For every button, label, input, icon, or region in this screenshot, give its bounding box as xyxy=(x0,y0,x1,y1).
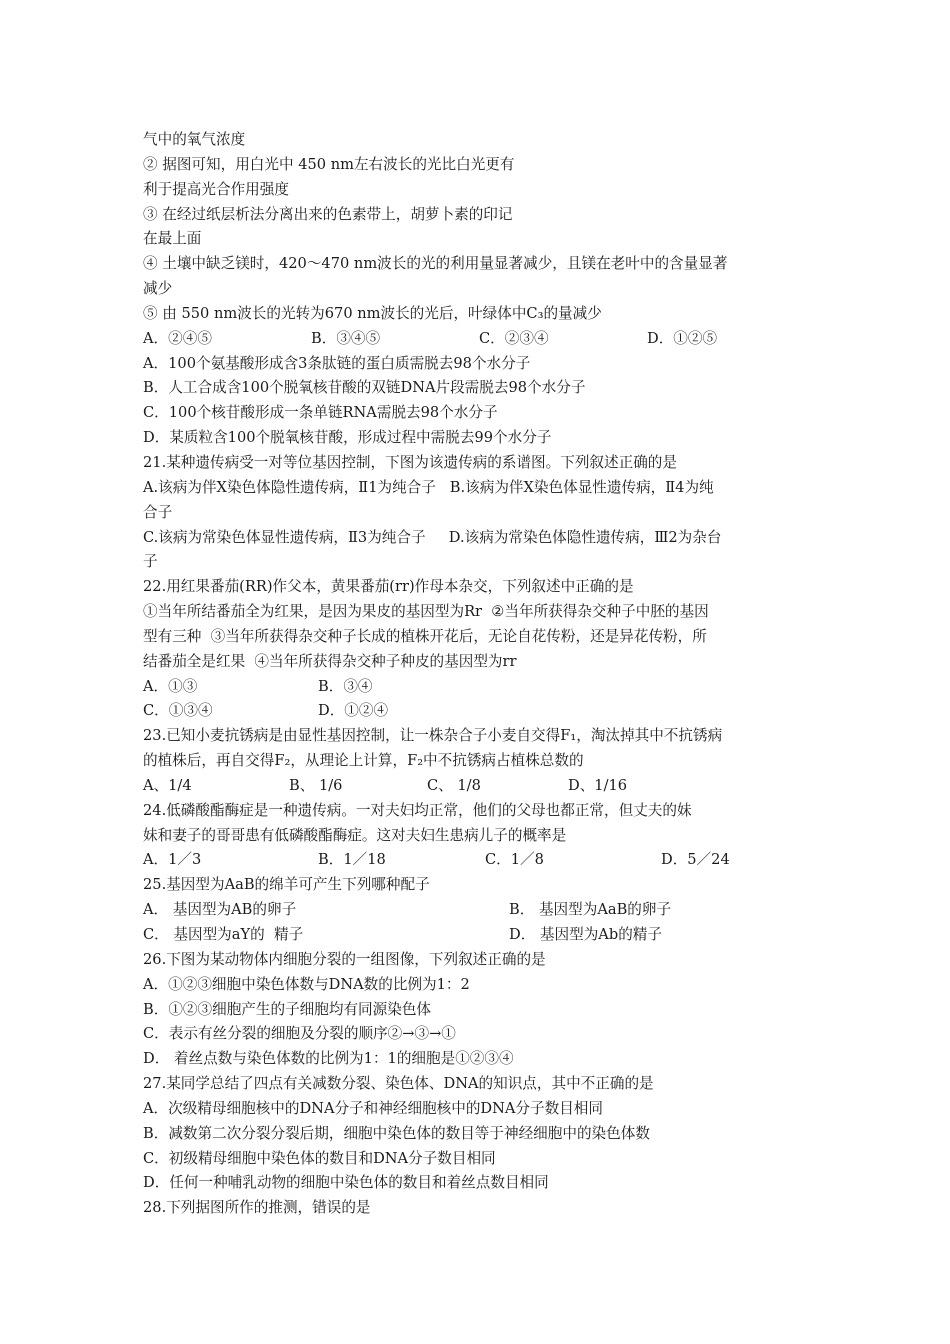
option-d: D．某质粒含100个脱氧核苷酸，形成过程中需脱去99个水分子 xyxy=(143,429,552,447)
option-a: A．②④⑤ xyxy=(143,329,212,347)
question-21-line: C.该病为常染色体显性遗传病，Ⅱ3为纯合子 D.该病为常染色体隐性遗传病，Ⅲ2为杂台 xyxy=(143,528,722,546)
option-c: C．初级精母细胞中染色体的数目和DNA分子数目相同 xyxy=(143,1149,496,1167)
question-21-line: 合子 xyxy=(143,503,173,521)
option-d: D． 着丝点数与染色体数的比例为1：1的细胞是①②③④ xyxy=(143,1050,514,1068)
options-row xyxy=(143,898,823,923)
options-row xyxy=(143,923,823,948)
option-d: D、1/16 xyxy=(568,776,628,794)
text-line: 在最上面 xyxy=(143,230,202,248)
text-line: ③ 在经过纸层析法分离出来的色素带上，胡萝卜素的印记 xyxy=(143,205,513,223)
option-a: A．100个氨基酸形成含3条肽链的蛋白质需脱去98个水分子 xyxy=(143,354,531,372)
option-c: C．1／8 xyxy=(485,851,544,869)
question-22-line: 型有三种 ③当年所获得杂交种子长成的植株开花后，无论自花传粉，还是异花传粉，所 xyxy=(143,627,707,645)
question-26-stem: 26.下图为某动物体内细胞分裂的一组图像，下列叙述正确的是 xyxy=(143,950,546,968)
option-b: B．1／18 xyxy=(318,851,386,869)
option-c: C、 1/8 xyxy=(427,776,481,794)
option-c: C．①③④ xyxy=(143,702,213,720)
question-23-line: 的植株后，再自交得F₂，从理论上计算，F₂中不抗锈病占植株总数的 xyxy=(143,752,584,770)
options-row xyxy=(143,774,823,799)
text-line: 利于提高光合作用强度 xyxy=(143,180,289,198)
option-a: A．次级精母细胞核中的DNA分子和神经细胞核中的DNA分子数目相同 xyxy=(143,1099,603,1117)
question-22-line: 结番茄全是红果 ④当年所获得杂交种子种皮的基因型为rr xyxy=(143,652,517,670)
option-b: B．人工合成含100个脱氧核苷酸的双链DNA片段需脱去98个水分子 xyxy=(143,379,586,397)
question-21-stem: 21.某种遗传病受一对等位基因控制，下图为该遗传病的系谱图。下列叙述正确的是 xyxy=(143,453,677,471)
option-c: C．②③④ xyxy=(479,329,549,347)
question-22-stem: 22.用红果番茄(RR)作父本，黄果番茄(rr)作母本杂交，下列叙述中正确的是 xyxy=(143,578,634,596)
option-b: B．减数第二次分裂分裂后期，细胞中染色体的数目等于神经细胞中的染色体数 xyxy=(143,1124,650,1142)
option-c: C．表示有丝分裂的细胞及分裂的顺序②→③→① xyxy=(143,1025,456,1043)
text-line: ⑤ 由 550 nm波长的光转为670 nm波长的光后，叶绿体中C₃的量减少 xyxy=(143,304,602,322)
option-c: C． 基因型为aY的 精子 xyxy=(143,926,304,943)
option-d: D．任何一种哺乳动物的细胞中染色体的数目和着丝点数目相同 xyxy=(143,1174,549,1192)
text-line: ② 据图可知，用白光中 450 nm左右波长的光比白光更有 xyxy=(143,155,515,173)
text-line: 气中的氧气浓度 xyxy=(143,131,246,148)
options-row xyxy=(143,327,823,352)
document-page xyxy=(143,128,823,1221)
option-d: D．5／24 xyxy=(661,851,730,869)
question-22-line: ①当年所结番茄全为红果，是因为果皮的基因型为Rr ②当年所获得杂交种子中胚的基因 xyxy=(143,603,709,621)
option-d: D． 基因型为Ab的精子 xyxy=(509,926,662,943)
option-a: A．①③ xyxy=(143,677,198,695)
option-b: B、 1/6 xyxy=(289,776,343,794)
option-a: A．①②③细胞中染色体数与DNA数的比例为1：2 xyxy=(143,975,470,993)
option-c: C．100个核苷酸形成一条单链RNA需脱去98个水分子 xyxy=(143,404,498,422)
option-b: B． 基因型为AaB的卵子 xyxy=(509,901,672,919)
text-line: 减少 xyxy=(143,280,173,298)
option-b: B．③④⑤ xyxy=(311,329,381,347)
options-row xyxy=(143,848,823,873)
question-21-line: 子 xyxy=(143,553,158,571)
question-25-stem: 25.基因型为AaB的绵羊可产生下列哪种配子 xyxy=(143,876,430,894)
option-d: D．①②④ xyxy=(318,702,389,720)
question-21-line: A.该病为伴X染色体隐性遗传病，Ⅱ1为纯合子 B.该病为伴X染色体显性遗传病，Ⅱ4为纯 xyxy=(143,478,714,496)
option-d: D．①②⑤ xyxy=(647,329,718,347)
option-b: B．③④ xyxy=(318,677,373,695)
question-24-stem: 24.低磷酸酯酶症是一种遗传病。一对夫妇均正常，他们的父母也都正常，但丈夫的妹 xyxy=(143,801,692,819)
question-24-line: 妹和妻子的哥哥患有低磷酸酯酶症。这对夫妇生患病儿子的概率是 xyxy=(143,826,567,844)
option-b: B．①②③细胞产生的子细胞均有同源染色体 xyxy=(143,1000,432,1018)
option-a: A．1／3 xyxy=(143,851,202,869)
question-23-stem: 23.已知小麦抗锈病是由显性基因控制，让一株杂合子小麦自交得F₁，淘汰掉其中不抗锈病 xyxy=(143,727,723,745)
option-a: A． 基因型为AB的卵子 xyxy=(143,901,297,919)
text-line: ④ 土壤中缺乏镁时，420～470 nm波长的光的利用量显著减少，且镁在老叶中的含量显著 xyxy=(143,255,728,273)
option-a: A、1/4 xyxy=(143,776,192,794)
options-row xyxy=(143,699,823,724)
question-28-stem: 28.下列据图所作的推测，错误的是 xyxy=(143,1199,371,1217)
question-27-stem: 27.某同学总结了四点有关减数分裂、染色体、DNA的知识点，其中不正确的是 xyxy=(143,1075,654,1093)
options-row xyxy=(143,675,823,700)
